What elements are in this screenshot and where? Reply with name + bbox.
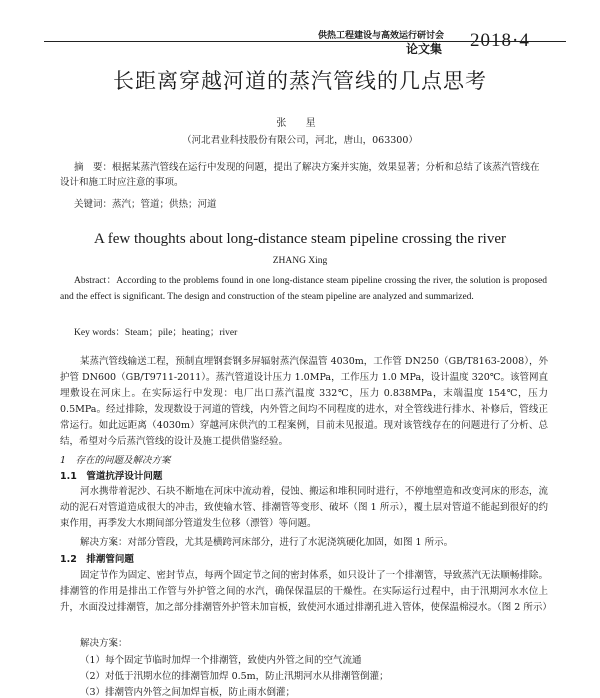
intro-paragraph: 某蒸汽管线输送工程，预制直埋钢套钢多屏辐射蒸汽保温管 4030m，工作管 DN250（GB/T8163-2008），外护管 DN600（GB/T9711-2011）。蒸汽管道设计压力 1.0MPa，工作压力 1.0 MPa，设计温度 320℃。该管网直埋敷设在河床上。在实际运行中发现：电厂出口蒸汽温度 332℃，压力 0.838MPa，末端温度 154℃，压力 0.5MPa。经过排除，发现数设于河道的管线，内外管之间均不同程度的进水，对全管线进行排水、补修后，管线正常运行。如此远距离（4030m）穿越河床供汽的工程案例，目前未见报道。现对该管线存在的问题进行了分析、总结，希望对今后蒸汽管线的设计及施工提供借鉴经验。 [60, 356, 548, 447]
title-english: A few thoughts about long-distance steam pipeline crossing the river [94, 231, 506, 247]
section-1-1-paragraph: 河水携带着泥沙、石块不断地在河床中流动着，侵蚀、搬运和堆积同时进行，不停地塑造和改变河床的形态，流动的泥石对管道造成很大的冲击，致使输水管、排潮管等变形、破坏（图 1 所示），覆土层对管道不能起到很好的约束作用，再季发大水期间部分管道发生位移（漂管）等问题。 [60, 486, 548, 529]
section-1-1-solution: 解决方案：对部分管段，尤其是横跨河床部分，进行了水泥浇筑硬化加固，如图 1 所示。 [80, 537, 454, 548]
keywords-english: Key words：Steam；pile；heating；river [74, 328, 238, 338]
section-1-2-paragraph: 固定节作为固定、密封节点，每两个固定节之间的密封体系，如只设计了一个排潮管，导致蒸汽无法顺畅排除。排潮管的作用是排出工作管与外护管之间的水汽，确保保温层的干燥性。在实际运行过程中，由于汛期河水水位上升，水面没过排潮管，加之部分排潮管外护管未加盲板，致使河水通过排潮孔进入管体，使保温棉浸水。（图 2 所示） [60, 570, 552, 613]
section-label: 论文集 [406, 42, 443, 56]
abstract-chinese: 摘 要：根据某蒸汽管线在运行中发现的问题，提出了解决方案并实施，效果显著；分析和总结了该蒸汽管线在设计和施工时应注意的事项。 [60, 162, 540, 188]
affiliation-chinese: （河北君业科技股份有限公司，河北，唐山，063300） [182, 135, 418, 146]
author-english: ZHANG Xing [272, 256, 328, 266]
journal-name: 供热工程建设与高效运行研讨会 [318, 31, 445, 41]
section-1-heading: 1 存在的问题及解决方案 [60, 455, 171, 466]
issue-year: 2018·4 [470, 30, 530, 51]
section-1-1-heading: 1.1 管道抗浮设计问题 [60, 471, 163, 482]
solution-item-1: （1）每个固定节临时加焊一个排潮管，致使内外管之间的空气流通 [80, 655, 362, 666]
keywords-chinese: 关键词：蒸汽；管道；供热；河道 [74, 199, 217, 210]
solution-item-3: （3）排潮管内外管之间加焊盲板，防止雨水倒灌； [80, 687, 296, 698]
abstract-english: Abstract：According to the problems found in one long-distance steam pipeline crossing the river, the solution is proposed and the effect is significant. The design and construction of the steam pipeline are analyzed and summarized. [60, 276, 547, 302]
author-chinese: 张 星 [276, 118, 324, 129]
section-1-2-heading: 1.2 排潮管问题 [60, 554, 134, 565]
solution-item-2: （2）对低于汛期水位的排潮管加焊 0.5m，防止汛期河水从排潮管倒灌； [80, 671, 389, 682]
title-chinese: 长距离穿越河道的蒸汽管线的几点思考 [113, 69, 487, 93]
section-1-2-solution-label: 解决方案： [80, 638, 128, 649]
header-rule [44, 41, 566, 42]
